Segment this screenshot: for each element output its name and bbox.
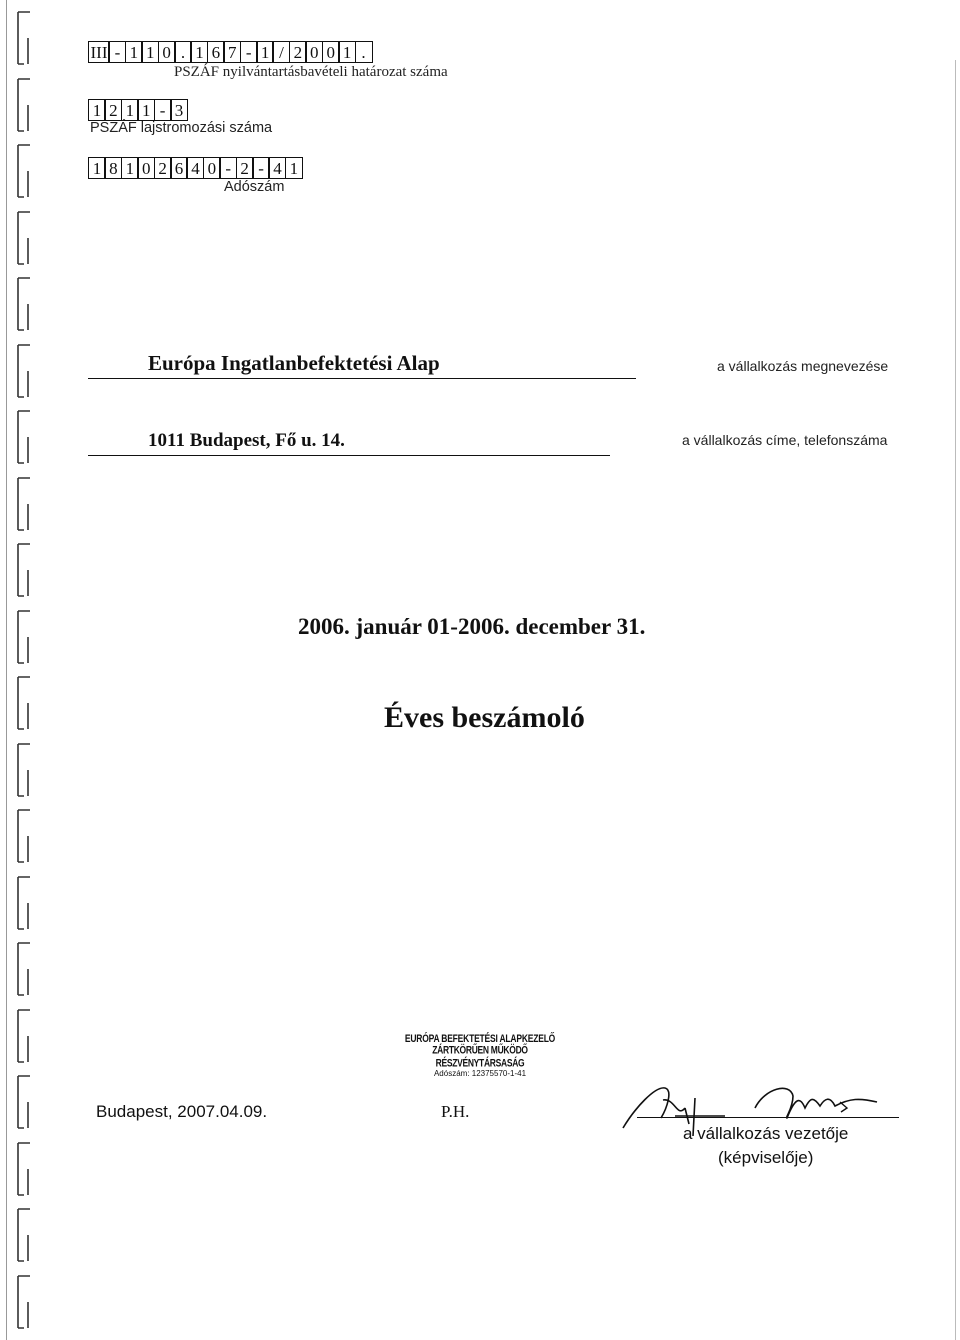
scan-mark	[10, 274, 38, 336]
company-address: 1011 Budapest, Fő u. 14.	[148, 430, 345, 451]
tax-number-cell: 2	[154, 157, 172, 179]
place-and-date: Budapest, 2007.04.09.	[96, 1102, 268, 1121]
scan-mark	[10, 806, 38, 868]
tax-number-cell: 0	[137, 157, 155, 179]
scan-mark	[10, 1139, 38, 1201]
tax-number-cell: 6	[170, 157, 188, 179]
stamp-line-3: Adószám: 12375570-1-41	[433, 1069, 527, 1078]
resolution-number-cell: -	[108, 41, 126, 63]
registration-number-cell: 1	[121, 99, 139, 121]
resolution-number-caption: PSZÁF nyilvántartásbavételi határozat száma	[174, 64, 448, 80]
resolution-number-cell: -	[240, 41, 258, 63]
resolution-number-cell: 7	[223, 41, 241, 63]
scan-mark	[10, 939, 38, 1001]
scan-mark	[10, 1205, 38, 1267]
company-name: Európa Ingatlanbefektetési Alap	[148, 351, 440, 375]
tax-number-cell: 1	[88, 157, 106, 179]
registration-number-boxes	[88, 99, 186, 121]
scan-mark	[10, 8, 38, 70]
resolution-number-cell: 0	[305, 41, 323, 63]
tax-number-cell: 4	[268, 157, 286, 179]
company-address-rule	[88, 455, 610, 456]
tax-number-cell: 8	[104, 157, 122, 179]
tax-number-cell: 2	[236, 157, 254, 179]
signature-caption-1: a vállalkozás vezetője	[683, 1124, 849, 1143]
ph-label: P.H.	[441, 1102, 470, 1121]
left-edge-line	[6, 0, 7, 1340]
resolution-number-cell: 1	[256, 41, 274, 63]
tax-number-cell: -	[219, 157, 237, 179]
company-stamp	[390, 1033, 570, 1078]
tax-number-cell: 0	[203, 157, 221, 179]
scan-mark	[10, 75, 38, 137]
registration-number-cell: 3	[170, 99, 188, 121]
resolution-number-cell: .	[355, 41, 373, 63]
tax-number-cell: 1	[121, 157, 139, 179]
resolution-number-cell: III	[88, 41, 110, 63]
stamp-line-2: ZÁRTKÖRŰEN MŰKÖDŐ RÉSZVÉNYTÁRSASÁG	[432, 1043, 528, 1069]
scan-mark	[10, 407, 38, 469]
resolution-number-cell: /	[272, 41, 290, 63]
company-name-caption: a vállalkozás megnevezése	[717, 358, 889, 374]
resolution-number-cell: 1	[190, 41, 208, 63]
resolution-number-cell: 0	[158, 41, 176, 63]
company-address-caption: a vállalkozás címe, telefonszáma	[682, 432, 888, 448]
registration-number-cell: 1	[137, 99, 155, 121]
report-title: Éves beszámoló	[384, 701, 585, 734]
scan-mark	[10, 607, 38, 669]
scan-mark	[10, 474, 38, 536]
scan-mark	[10, 873, 38, 935]
resolution-number-cell: 1	[141, 41, 159, 63]
signature-rule	[637, 1117, 899, 1118]
resolution-number-cell: 6	[207, 41, 225, 63]
tax-number-cell: 1	[285, 157, 303, 179]
right-edge-line	[955, 60, 956, 1340]
resolution-number-boxes	[88, 41, 371, 63]
scan-mark	[10, 1006, 38, 1068]
scan-mark	[10, 341, 38, 403]
tax-number-boxes	[88, 157, 301, 179]
resolution-number-cell: 0	[322, 41, 340, 63]
company-name-rule	[88, 378, 636, 379]
scan-mark	[10, 1072, 38, 1134]
report-period: 2006. január 01-2006. december 31.	[298, 614, 646, 639]
tax-number-cell: -	[252, 157, 270, 179]
scan-mark	[10, 673, 38, 735]
scan-mark	[10, 208, 38, 270]
scan-mark	[10, 141, 38, 203]
registration-number-cell: -	[154, 99, 172, 121]
scan-mark	[10, 1272, 38, 1334]
registration-number-cell: 2	[104, 99, 122, 121]
stamp-line-1: EURÓPA BEFEKTETÉSI ALAPKEZELŐ	[404, 1031, 556, 1045]
resolution-number-cell: 1	[125, 41, 143, 63]
scan-mark	[10, 740, 38, 802]
resolution-number-cell: 2	[289, 41, 307, 63]
tax-number-cell: 4	[186, 157, 204, 179]
registration-number-caption: PSZÁF lajstromozási száma	[90, 120, 273, 136]
registration-number-cell: 1	[88, 99, 106, 121]
scan-mark	[10, 540, 38, 602]
resolution-number-cell: .	[174, 41, 192, 63]
resolution-number-cell: 1	[338, 41, 356, 63]
signature-caption-2: (képviselője)	[718, 1148, 814, 1167]
tax-number-caption: Adószám	[224, 179, 285, 195]
